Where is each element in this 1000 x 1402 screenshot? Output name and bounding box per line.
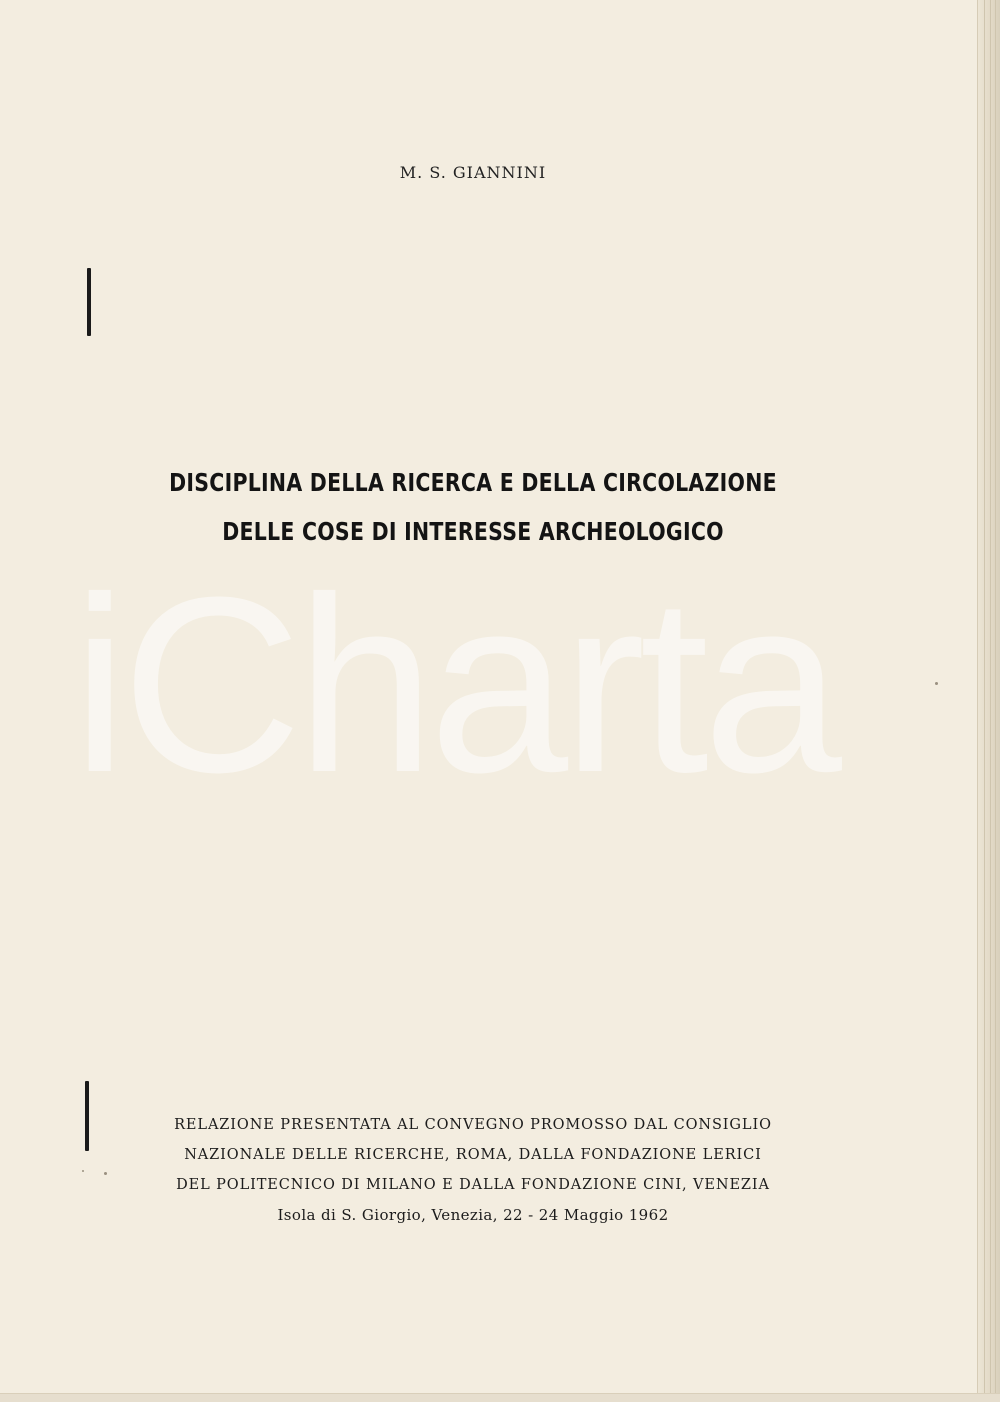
watermark: iCharta xyxy=(72,545,836,824)
title-line-1: DISCIPLINA DELLA RICERCA E DELLA CIRCOLAZIONE xyxy=(169,468,777,497)
paper-speck xyxy=(935,682,938,685)
title-line-2: DELLE COSE DI INTERESSE ARCHEOLOGICO xyxy=(222,517,724,546)
conference-line-2: NAZIONALE DELLE RICERCHE, ROMA, DALLA FONDAZIONE LERICI xyxy=(184,1147,762,1163)
paper-speck xyxy=(104,1172,107,1175)
conference-note xyxy=(0,1110,946,1200)
paper-speck xyxy=(82,1170,84,1172)
page-edge-right xyxy=(977,0,1000,1402)
conference-line-3: DEL POLITECNICO DI MILANO E DALLA FONDAZIONE CINI, VENEZIA xyxy=(176,1177,770,1193)
staple-bottom xyxy=(85,1081,89,1151)
staple-top xyxy=(87,268,91,336)
conference-line-1: RELAZIONE PRESENTATA AL CONVEGNO PROMOSSO DAL CONSIGLIO xyxy=(174,1117,772,1133)
author-name: M. S. GIANNINI xyxy=(399,163,547,182)
document-title xyxy=(85,458,861,556)
page-edge-bottom xyxy=(0,1393,1000,1402)
place-and-date: Isola di S. Giorgio, Venezia, 22 - 24 Maggio 1962 xyxy=(277,1206,669,1224)
